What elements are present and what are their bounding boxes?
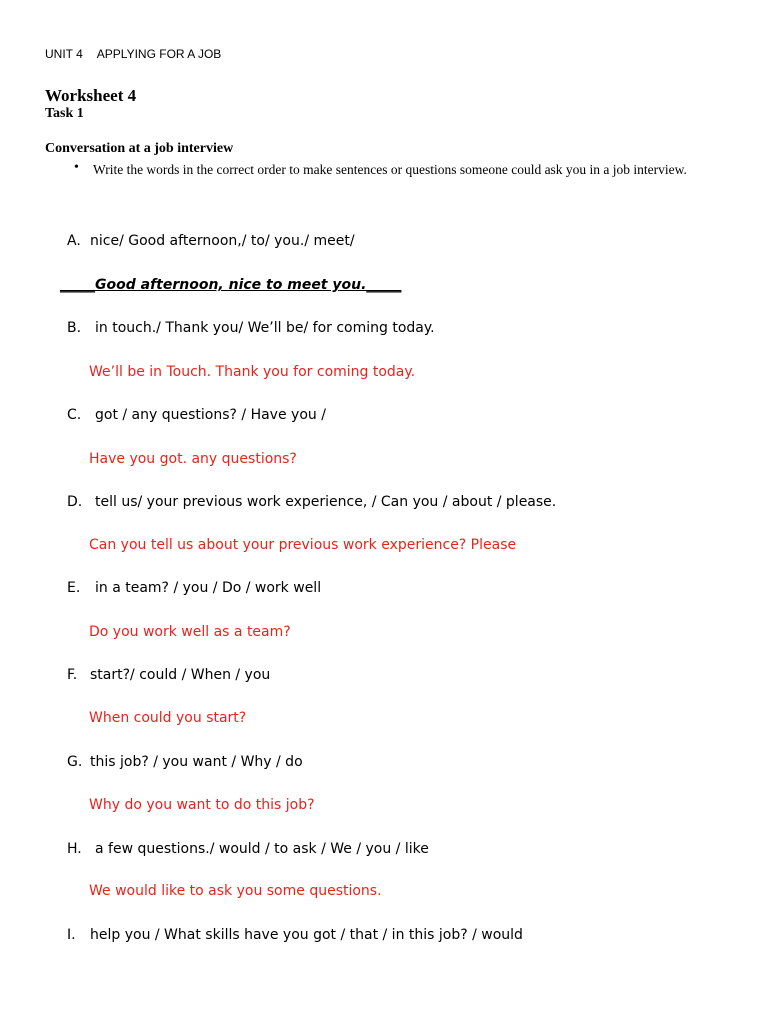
item-prompt: nice/ Good afternoon,/ to/ you./ meet/	[90, 233, 355, 249]
item-letter: G.	[67, 754, 83, 770]
item-letter: H.	[67, 841, 82, 857]
worksheet-title: Worksheet 4	[45, 86, 137, 105]
item-prompt: start?/ could / When / you	[90, 667, 271, 683]
unit-header	[45, 47, 221, 61]
item-prompt: in a team? / you / Do / work well	[95, 580, 322, 596]
unit-title: APPLYING FOR A JOB	[96, 47, 222, 61]
item-prompt: in touch./ Thank you/ We’ll be/ for coming today.	[95, 320, 435, 336]
example-answer-text: Good afternoon, nice to meet you.	[95, 277, 367, 293]
item-answer: Can you tell us about your previous work experience? Please	[89, 537, 517, 553]
item-answer: Do you work well as a team?	[89, 624, 291, 640]
item-letter: I.	[67, 927, 76, 943]
item-prompt: got / any questions? / Have you /	[95, 407, 326, 423]
example-blank-start: _____	[60, 277, 95, 293]
item-answer: We would like to ask you some questions.	[89, 883, 382, 899]
instruction-text: Write the words in the correct order to make sentences or questions someone could ask you in a job interview.	[93, 162, 687, 177]
item-letter: A.	[67, 233, 81, 249]
section-title: Conversation at a job interview	[45, 141, 234, 156]
bullet-icon: •	[74, 160, 79, 175]
item-letter: B.	[67, 320, 82, 336]
item-prompt: this job? / you want / Why / do	[90, 754, 303, 770]
example-answer	[60, 277, 401, 293]
item-prompt: tell us/ your previous work experience, / Can you / about / please.	[95, 494, 557, 510]
task-label: Task 1	[45, 106, 84, 121]
item-answer: Why do you want to do this job?	[89, 797, 315, 813]
item-letter: F.	[67, 667, 78, 683]
item-answer: We’ll be in Touch. Thank you for coming today.	[89, 364, 416, 380]
item-answer: Have you got. any questions?	[89, 451, 297, 467]
example-blank-end: _____	[366, 277, 402, 293]
item-answer: When could you start?	[89, 710, 247, 726]
item-prompt: a few questions./ would / to ask / We / you / like	[95, 841, 429, 857]
item-letter: C.	[67, 407, 82, 423]
item-prompt: help you / What skills have you got / that / in this job? / would	[90, 927, 523, 943]
item-letter: D.	[67, 494, 83, 510]
item-letter: E.	[67, 580, 81, 596]
unit-label: UNIT 4	[45, 47, 83, 61]
